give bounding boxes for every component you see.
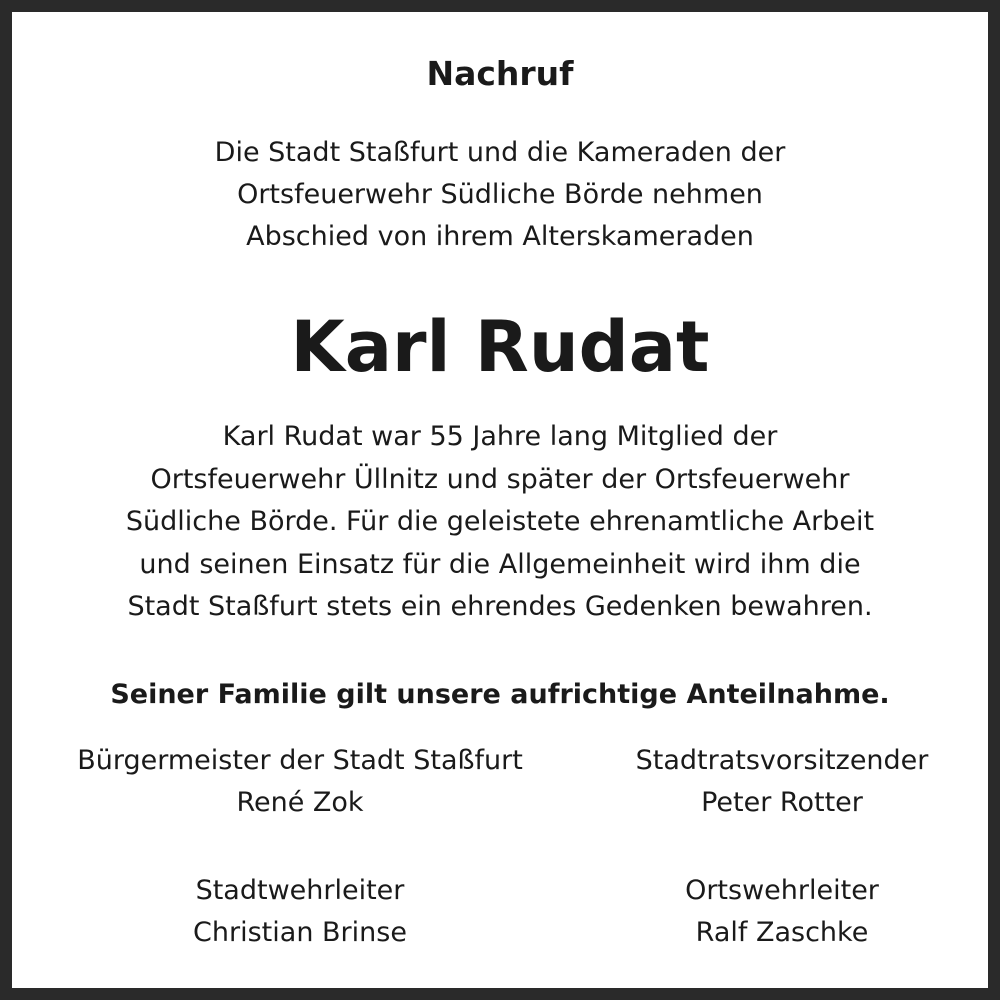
tribute-line: Karl Rudat war 55 Jahre lang Mitglied der [222,421,778,452]
intro-paragraph [12,132,988,258]
signatory-council-chair [597,740,967,824]
signatory-name: Christian Brinse [193,917,407,948]
signatory-title: Stadtratsvorsitzender [635,745,929,776]
tribute-line: Ortsfeuerwehr Üllnitz und später der Ortsfeuerwehr [150,463,850,495]
signatory-name: Peter Rotter [701,787,863,818]
signatory-name: René Zok [236,787,364,818]
tribute-line: Stadt Staßfurt stets ein ehrendes Gedenken bewahren. [127,591,873,622]
notice-heading: Nachruf [426,54,574,93]
intro-line: Ortsfeuerwehr Südliche Börde nehmen [237,179,763,210]
signatory-title: Ortswehrleiter [685,875,879,906]
obituary-notice [12,12,988,988]
signatory-name: Ralf Zaschke [695,917,869,948]
tribute-line: Südliche Börde. Für die geleistete ehrenamtliche Arbeit [125,506,875,537]
intro-line: Die Stadt Staßfurt und die Kameraden der [214,137,786,168]
condolence-line: Seiner Familie gilt unsere aufrichtige Anteilnahme. [110,679,890,710]
signatory-title: Bürgermeister der Stadt Staßfurt [77,745,523,776]
tribute-line: und seinen Einsatz für die Allgemeinheit wird ihm die [139,548,861,580]
tribute-paragraph [12,416,988,629]
signatory-local-fire-chief [597,870,967,954]
intro-line: Abschied von ihrem Alterskameraden [246,221,754,252]
signatory-city-fire-chief [60,870,540,954]
signatory-mayor [60,740,540,824]
signatory-title: Stadtwehrleiter [195,875,405,906]
deceased-name: Karl Rudat [290,306,710,388]
